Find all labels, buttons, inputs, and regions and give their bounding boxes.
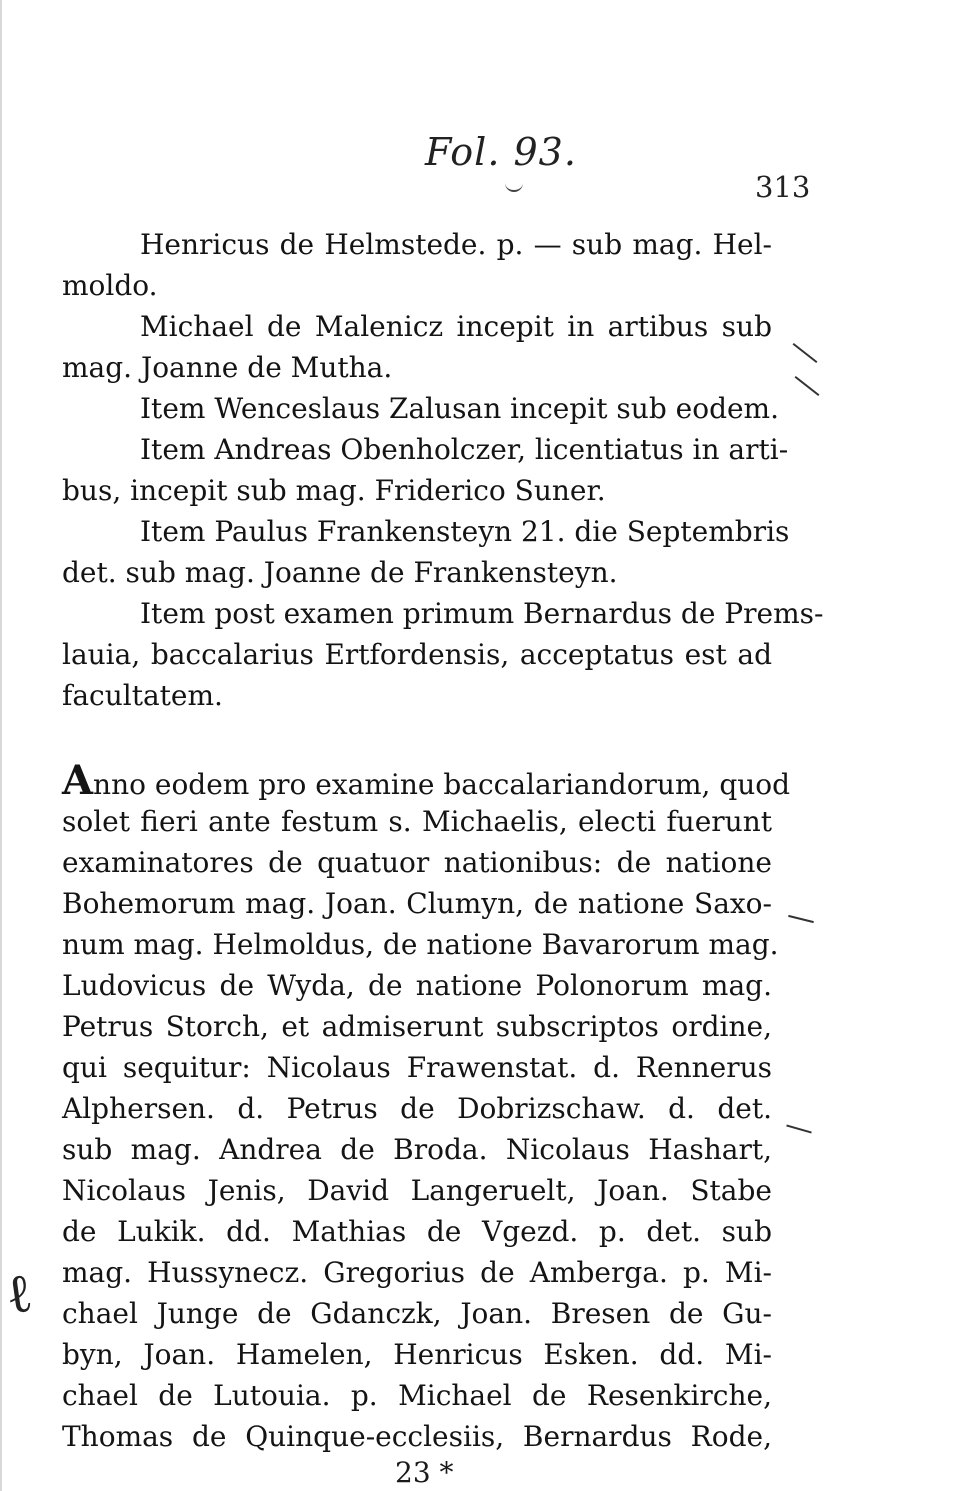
text-line: Alphersen. d. Petrus de Dobrizschaw. d. det. xyxy=(62,1092,772,1125)
margin-pen-mark: ℓ xyxy=(1,1260,37,1327)
text-line: qui sequitur: Nicolaus Frawenstat. d. Rennerus xyxy=(62,1051,772,1084)
text-line: moldo. xyxy=(62,269,158,302)
folio-annotation-flourish xyxy=(505,178,523,192)
folio-annotation: Fol. 93. xyxy=(425,130,577,174)
text-line: examinatores de quatuor nationibus: de natione xyxy=(62,846,772,879)
margin-tick-mark xyxy=(795,376,820,396)
text-line: Anno eodem pro examine baccalariandorum, quod xyxy=(62,757,791,804)
catchword: 23 * xyxy=(395,1456,454,1489)
text-line: Item Paulus Frankensteyn 21. die Septembris xyxy=(140,515,790,548)
text-line: chael de Lutouia. p. Michael de Resenkirche, xyxy=(62,1379,772,1412)
text-line: Item Andreas Obenholczer, licentiatus in arti- xyxy=(140,433,789,466)
paragraph-gap xyxy=(62,716,772,760)
text-line: bus, incepit sub mag. Friderico Suner. xyxy=(62,474,606,507)
text-line: de Lukik. dd. Mathias de Vgezd. p. det. sub xyxy=(62,1215,772,1248)
text-line: solet fieri ante festum s. Michaelis, electi fuerunt xyxy=(62,805,772,838)
margin-tick-mark xyxy=(788,915,814,923)
text-line: Michael de Malenicz incepit in artibus sub xyxy=(140,310,772,343)
text-line: Ludovicus de Wyda, de natione Polonorum mag. xyxy=(62,969,772,1002)
text-line: lauia, baccalarius Ertfordensis, acceptatus est ad xyxy=(62,638,772,671)
text-line: sub mag. Andrea de Broda. Nicolaus Hashart, xyxy=(62,1133,772,1166)
text-line: mag. Joanne de Mutha. xyxy=(62,351,393,384)
text-line: Thomas de Quinque-ecclesiis, Bernardus Rode, xyxy=(62,1420,772,1453)
drop-capital: A xyxy=(62,757,94,804)
text-line: chael Junge de Gdanczk, Joan. Bresen de Gu- xyxy=(62,1297,772,1330)
text-line: Item Wenceslaus Zalusan incepit sub eodem. xyxy=(140,392,780,425)
page-number: 313 xyxy=(755,170,811,204)
body-text xyxy=(62,224,824,1457)
text-line: Item post examen primum Bernardus de Prems- xyxy=(140,597,824,630)
text-line: facultatem. xyxy=(62,679,223,712)
text-line: Petrus Storch, et admiserunt subscriptos ordine, xyxy=(62,1010,772,1043)
margin-tick-mark xyxy=(786,1124,812,1133)
text-line: Nicolaus Jenis, David Langeruelt, Joan. Stabe xyxy=(62,1174,772,1207)
text-line: Bohemorum mag. Joan. Clumyn, de natione Saxo- xyxy=(62,887,772,920)
text-line: num mag. Helmoldus, de natione Bavarorum mag. xyxy=(62,928,779,961)
text-line: mag. Hussynecz. Gregorius de Amberga. p. Mi- xyxy=(62,1256,772,1289)
text-line: Henricus de Helmstede. p. — sub mag. Hel- xyxy=(140,228,772,261)
text-line: byn, Joan. Hamelen, Henricus Esken. dd. Mi- xyxy=(62,1338,772,1371)
margin-tick-mark xyxy=(793,343,818,363)
text-line: det. sub mag. Joanne de Frankensteyn. xyxy=(62,556,618,589)
